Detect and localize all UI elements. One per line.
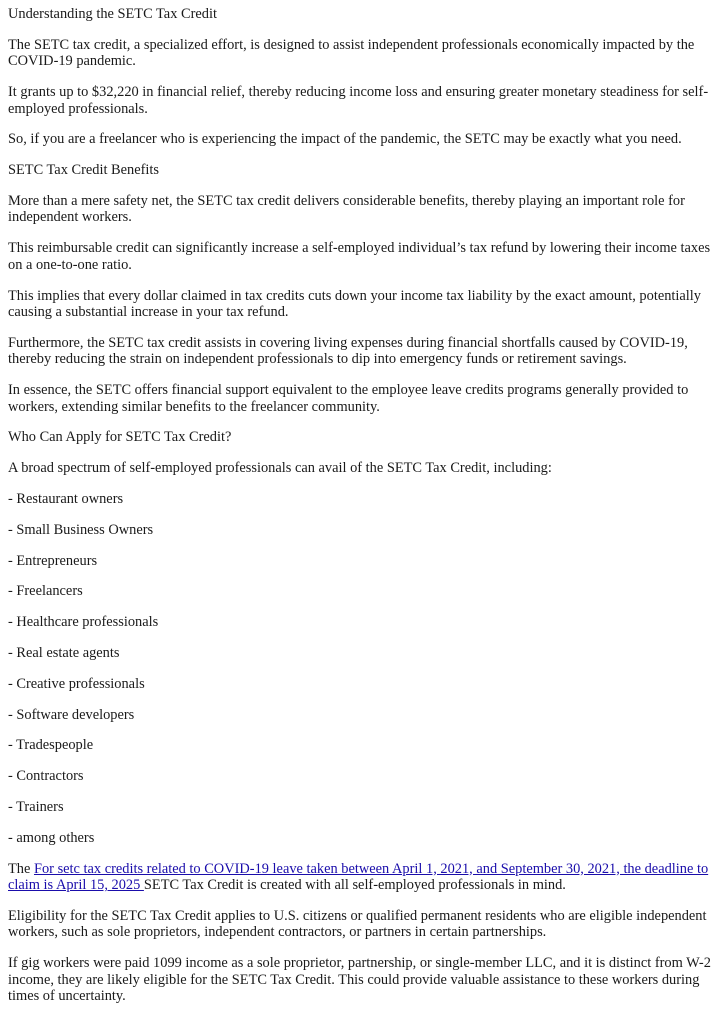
list-item: - Software developers xyxy=(8,706,135,723)
list-item: - Restaurant owners xyxy=(8,491,124,508)
eligibility-paragraph: Eligibility for the SETC Tax Credit applies to U.S. citizens or qualified permanent residents who are eligible independent workers, such as sole proprietors, independent contractors, or partners in certain partnerships. xyxy=(8,907,707,941)
intro-paragraph: The SETC tax credit, a specialized effort, is designed to assist independent professionals economically impacted by the COVID-19 pandemic. xyxy=(8,36,695,70)
list-item: - Healthcare professionals xyxy=(8,614,159,631)
setc-deadline-link[interactable]: For setc tax credits related to COVID-19 leave taken between April 1, 2021, and September 30, 2021, the deadline to claim is April 15, 2025 xyxy=(8,860,709,894)
apply-heading: Who Can Apply for SETC Tax Credit? xyxy=(8,429,232,446)
benefits-paragraph: This reimbursable credit can significantly increase a self-employed individual’s tax refund by lowering their income taxes on a one-to-one ratio. xyxy=(8,240,711,273)
link-paragraph-lead: The xyxy=(8,860,34,877)
link-paragraph xyxy=(8,861,712,894)
list-item: - Tradespeople xyxy=(8,737,94,754)
list-item: - among others xyxy=(8,829,95,846)
list-item: - Contractors xyxy=(8,768,84,785)
list-item: - Freelancers xyxy=(8,583,83,600)
apply-intro: A broad spectrum of self-employed professionals can avail of the SETC Tax Credit, including: xyxy=(8,460,552,477)
list-item: - Small Business Owners xyxy=(8,521,154,538)
intro-paragraph: It grants up to $32,220 in financial relief, thereby reducing income loss and ensuring greater monetary steadiness for self-employed professionals. xyxy=(8,84,709,117)
list-item: - Trainers xyxy=(8,799,64,816)
benefits-paragraph: More than a mere safety net, the SETC tax credit delivers considerable benefits, thereby playing an important role for independent workers. xyxy=(8,192,685,226)
link-paragraph-tail: SETC Tax Credit is created with all self-employed professionals in mind. xyxy=(143,877,566,894)
eligibility-paragraph: If gig workers were paid 1099 income as a sole proprietor, partnership, or single-member LLC, and it is distinct from W-2 income, they are likely eligible for the SETC Tax Credit. This could provide valuable assistance to these workers during times of uncertainty. xyxy=(8,955,711,1005)
list-item: - Creative professionals xyxy=(8,675,145,692)
document-title: Understanding the SETC Tax Credit xyxy=(8,6,217,22)
list-item: - Entrepreneurs xyxy=(8,552,98,569)
benefits-paragraph: This implies that every dollar claimed in tax credits cuts down your income tax liability by the exact amount, potentially causing a substantial increase in your tax refund. xyxy=(8,287,701,321)
list-item: - Real estate agents xyxy=(8,645,120,662)
benefits-paragraph: In essence, the SETC offers financial support equivalent to the employee leave credits programs generally provided to workers, extending similar benefits to the freelancer community. xyxy=(8,382,689,415)
benefits-paragraph: Furthermore, the SETC tax credit assists in covering living expenses during financial shortfalls caused by COVID-19, thereby reducing the strain on independent professionals to dip into emergency funds or retirement savings. xyxy=(8,334,688,368)
intro-paragraph: So, if you are a freelancer who is experiencing the impact of the pandemic, the SETC may be exactly what you need. xyxy=(8,131,682,148)
benefits-heading: SETC Tax Credit Benefits xyxy=(8,162,160,179)
